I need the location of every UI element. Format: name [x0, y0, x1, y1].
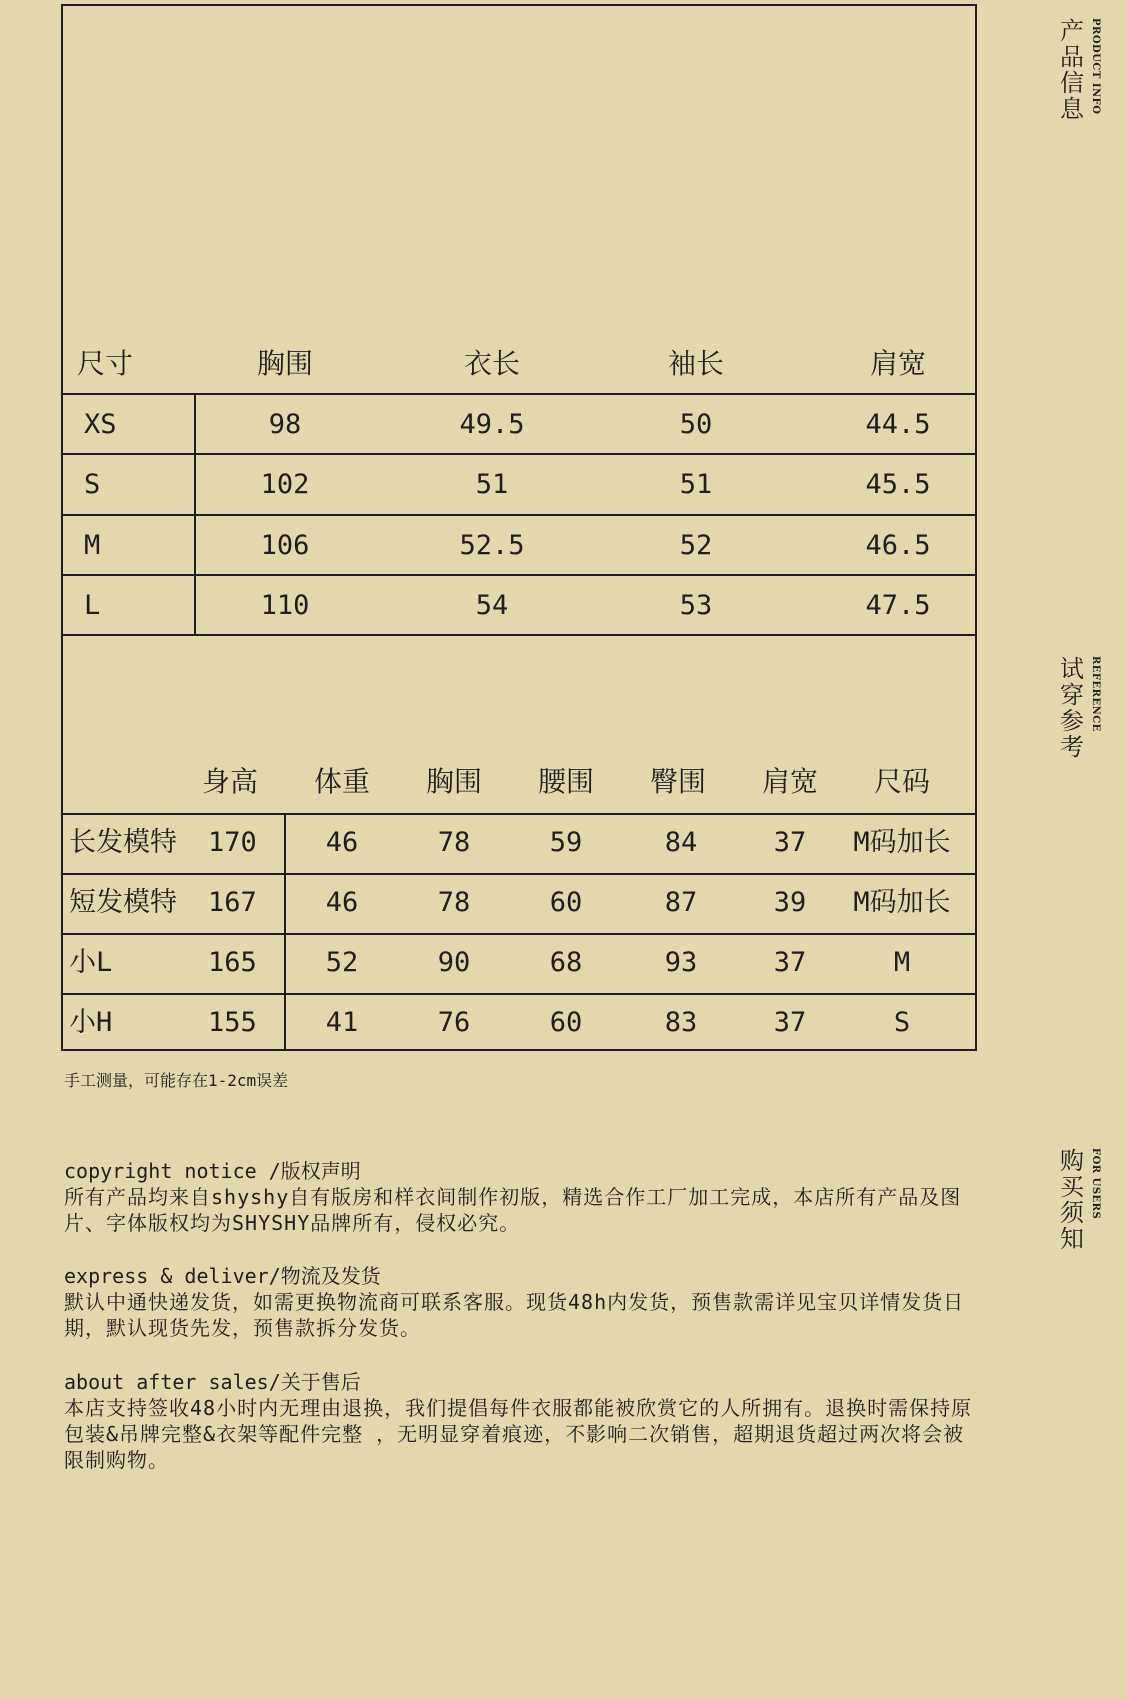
model-cell: M	[893, 947, 911, 978]
measurement-note: 手工测量，可能存在1-2cm误差	[64, 1071, 289, 1090]
model-cell: 长发模特	[69, 827, 177, 858]
size-cell: 106	[260, 530, 310, 561]
model-cell: M码加长	[853, 887, 951, 918]
model-cell: 41	[325, 1007, 359, 1038]
size-cell: 98	[268, 409, 302, 440]
size-cell: 51	[475, 469, 509, 500]
model-cell: 短发模特	[69, 887, 177, 918]
model-cell: 小H	[69, 1007, 113, 1038]
model-cell: 83	[664, 1007, 698, 1038]
model-cell: M码加长	[853, 827, 951, 858]
model-cell: 小L	[69, 947, 113, 978]
size-cell: 54	[475, 590, 509, 621]
model-header-weight: 体重	[313, 765, 370, 798]
size-cell: 110	[260, 590, 310, 621]
size-cell: 102	[260, 469, 310, 500]
model-cell: 84	[664, 827, 698, 858]
model-cell: 90	[437, 947, 471, 978]
size-cell: 50	[679, 409, 713, 440]
model-cell: 87	[664, 887, 698, 918]
side-label-for-users	[1059, 1148, 1111, 1258]
model-cell: 46	[325, 887, 359, 918]
after-sales-section	[64, 1369, 980, 1473]
model-cell: 68	[549, 947, 583, 978]
model-cell: 60	[549, 1007, 583, 1038]
model-cell: 170	[208, 827, 257, 858]
size-cell: S	[84, 469, 101, 500]
copyright-section	[64, 1158, 980, 1236]
model-cell: 78	[437, 827, 471, 858]
size-header-chest: 胸围	[256, 347, 313, 380]
side-label-en: PRODUCT INFO	[1090, 18, 1101, 115]
section-body: 默认中通快递发货，如需更换物流商可联系客服。现货48h内发货，预售款需详见宝贝详情发货日期，默认现货先发，预售款拆分发货。	[64, 1290, 965, 1340]
size-header-sleeve: 袖长	[667, 347, 724, 380]
size-cell: XS	[84, 409, 117, 440]
model-header-shoulder: 肩宽	[761, 765, 818, 798]
section-body: 本店支持签收48小时内无理由退换，我们提倡每件衣服都能被欣赏它的人所拥有。退换时需保持原包装&吊牌完整&衣架等配件完整 ，无明显穿着痕迹，不影响二次销售，超期退货超过两次将会被限制购物。	[64, 1396, 973, 1472]
delivery-section	[64, 1263, 980, 1341]
model-cell: 37	[773, 827, 807, 858]
size-cell: M	[84, 530, 101, 561]
section-heading: copyright notice /版权声明	[64, 1159, 361, 1183]
side-label-product-info	[1059, 18, 1111, 128]
size-header-shoulder: 肩宽	[869, 347, 926, 380]
size-cell: 49.5	[459, 409, 525, 440]
size-header-length: 衣长	[463, 347, 520, 380]
model-cell: 167	[208, 887, 257, 918]
model-cell: 59	[549, 827, 583, 858]
model-cell: 37	[773, 1007, 807, 1038]
model-table-divider	[284, 813, 286, 1051]
model-cell: 46	[325, 827, 359, 858]
model-cell: 37	[773, 947, 807, 978]
side-label-en: REFERENCE	[1090, 656, 1101, 732]
side-label-en: FOR USERS	[1090, 1148, 1101, 1220]
size-table-divider	[194, 393, 196, 636]
size-header-size: 尺寸	[77, 347, 134, 380]
side-label-zh: 产品信息	[1060, 17, 1084, 123]
model-cell: S	[893, 1007, 911, 1038]
model-cell: 93	[664, 947, 698, 978]
model-header-height: 身高	[201, 765, 258, 798]
size-cell: 51	[679, 469, 713, 500]
model-cell: 76	[437, 1007, 471, 1038]
section-body: 所有产品均来自shyshy自有版房和样衣间制作初版，精选合作工厂加工完成，本店所有产品及图片、字体版权均为SHYSHY品牌所有，侵权必究。	[64, 1185, 962, 1235]
side-label-zh: 购买须知	[1060, 1147, 1084, 1253]
size-cell: 53	[679, 590, 713, 621]
side-label-zh: 试穿参考	[1060, 655, 1084, 761]
model-header-size: 尺码	[873, 765, 930, 798]
size-cell: 52	[679, 530, 713, 561]
size-cell: 44.5	[865, 409, 931, 440]
section-heading: express & deliver/物流及发货	[64, 1264, 381, 1288]
section-heading: about after sales/关于售后	[64, 1370, 361, 1394]
size-cell: 46.5	[865, 530, 931, 561]
size-cell: 47.5	[865, 590, 931, 621]
model-cell: 60	[549, 887, 583, 918]
model-cell: 52	[325, 947, 359, 978]
model-header-waist: 腰围	[537, 765, 594, 798]
model-cell: 155	[208, 1007, 257, 1038]
size-cell: L	[84, 590, 101, 621]
model-header-hip: 臀围	[649, 765, 706, 798]
model-cell: 165	[208, 947, 257, 978]
side-label-reference	[1059, 656, 1111, 766]
model-cell: 39	[773, 887, 807, 918]
size-cell: 45.5	[865, 469, 931, 500]
model-header-chest: 胸围	[425, 765, 482, 798]
size-cell: 52.5	[459, 530, 525, 561]
model-cell: 78	[437, 887, 471, 918]
